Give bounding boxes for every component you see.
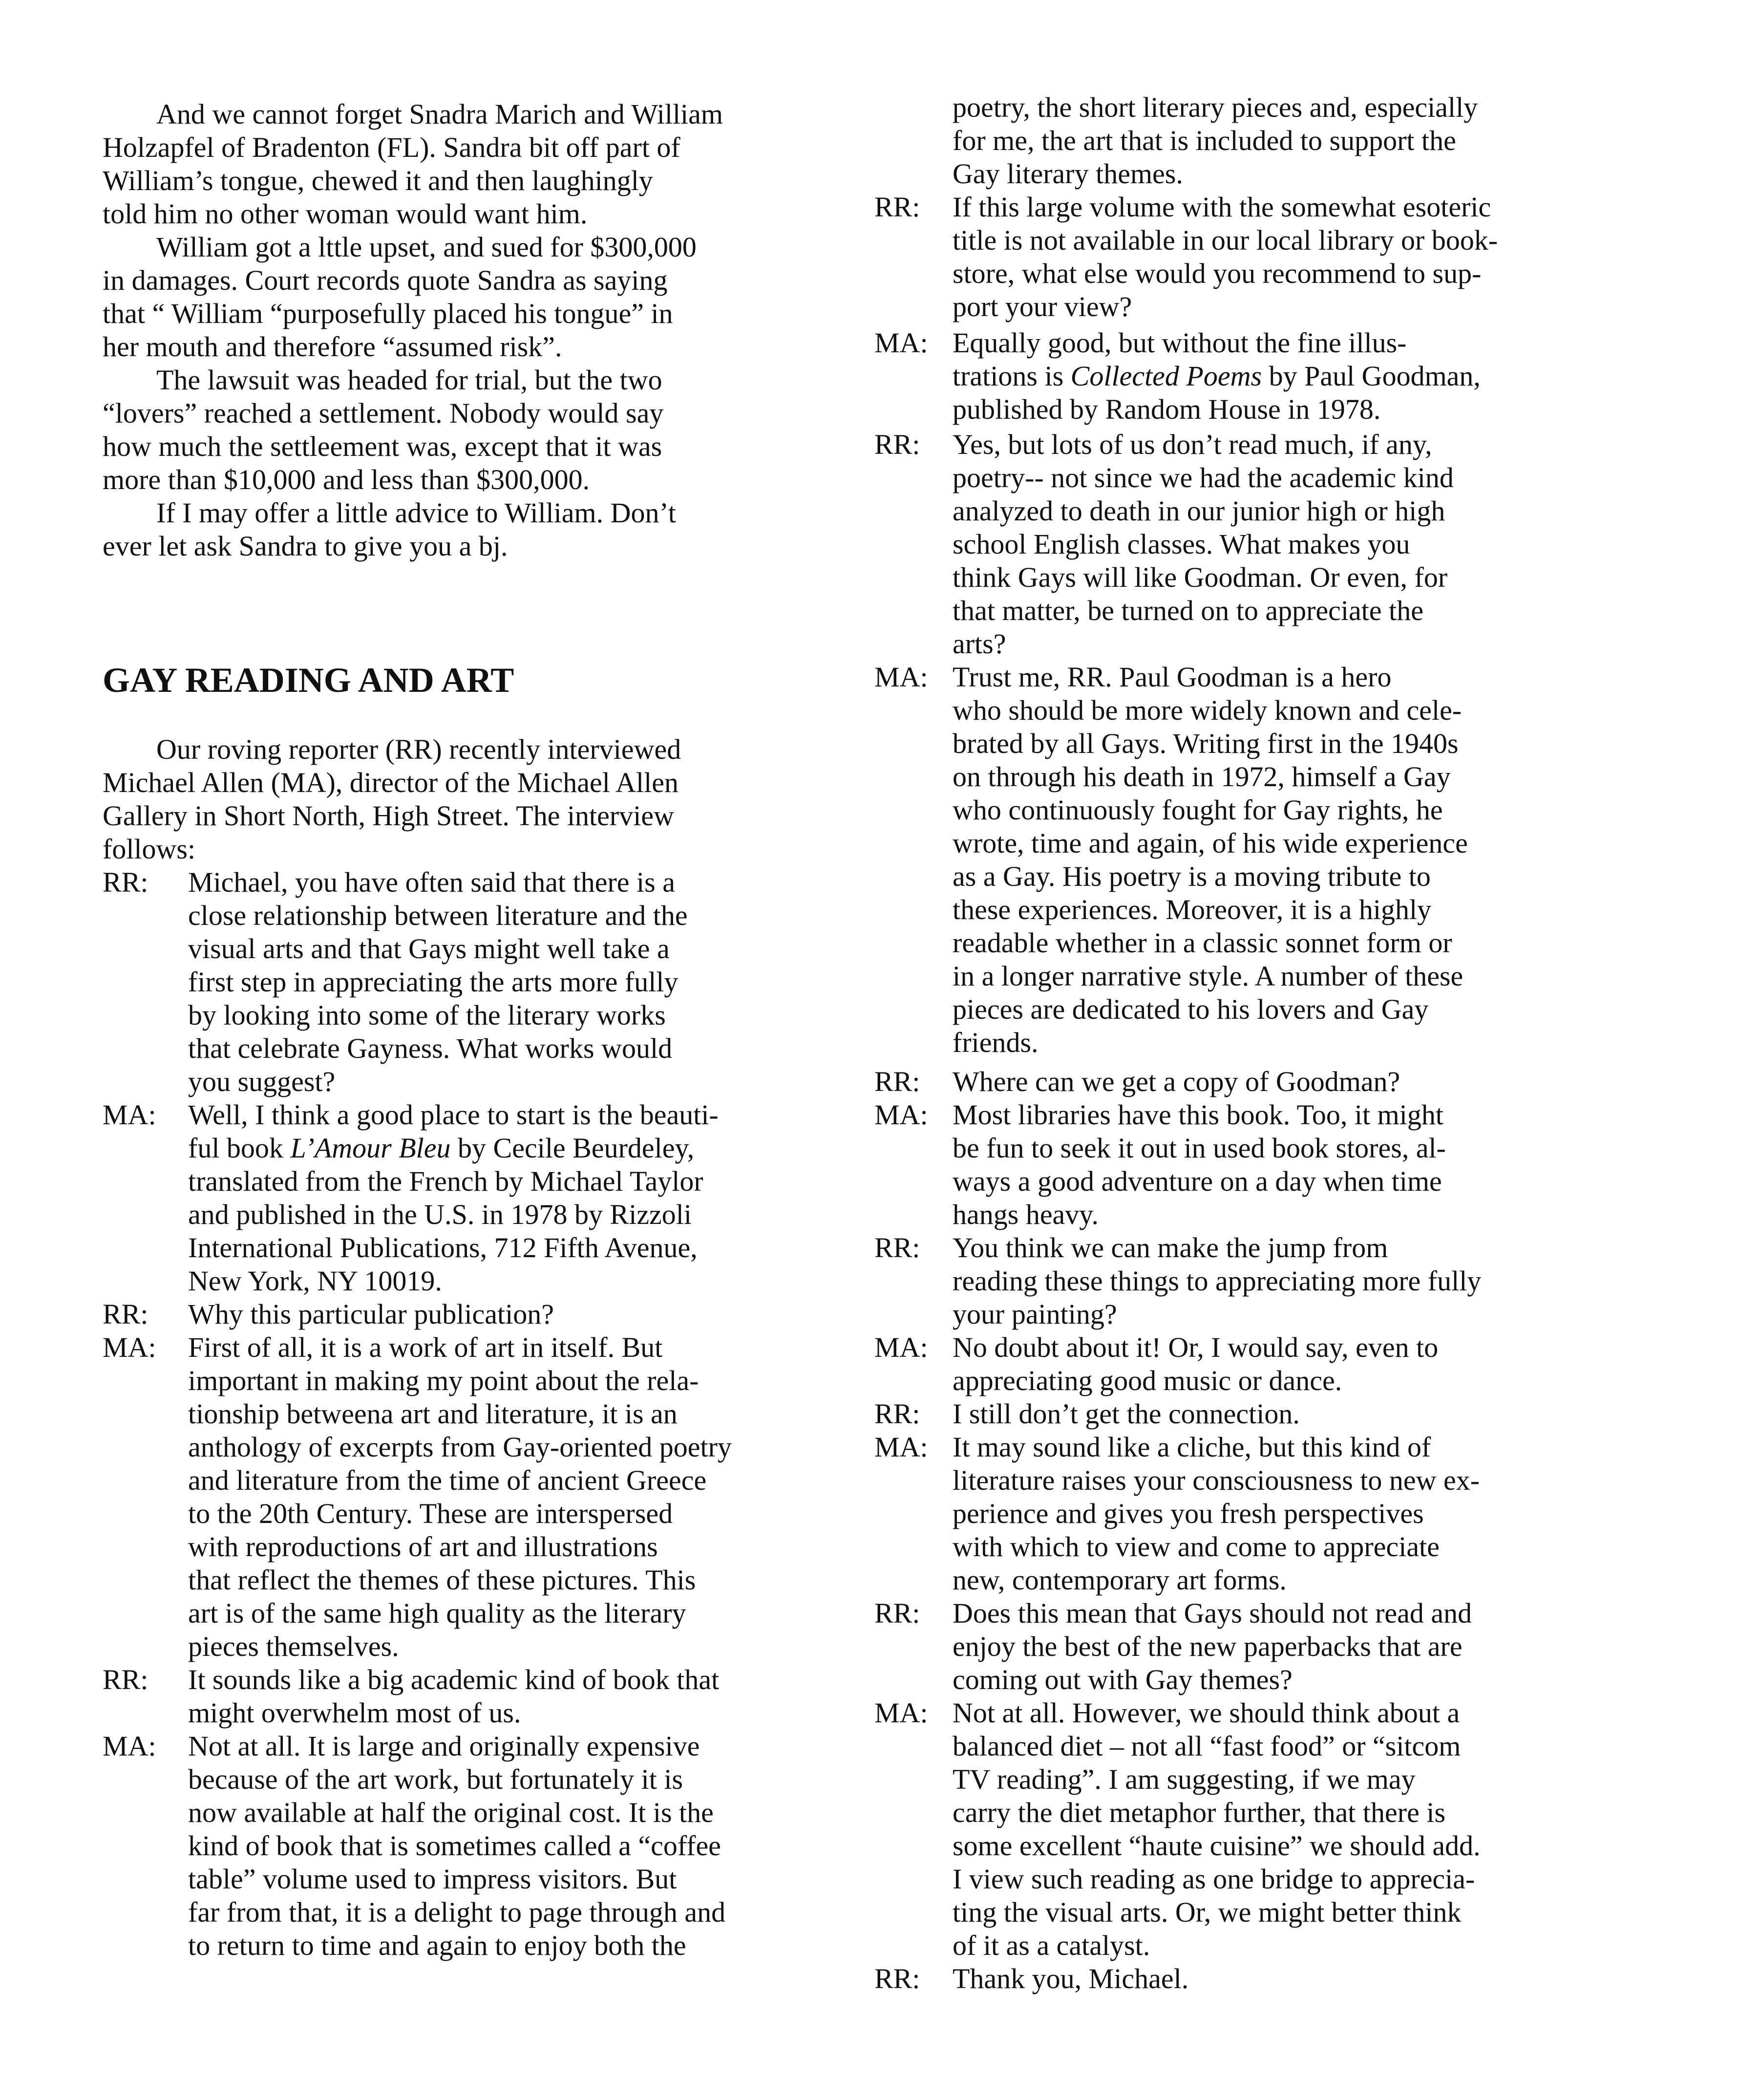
speaker-label: MA: (874, 661, 928, 693)
text-line: Well, I think a good place to start is the beauti- (188, 1099, 719, 1131)
text-line: kind of book that is sometimes called a “coffee (188, 1830, 721, 1862)
text-line: more than $10,000 and less than $300,000. (103, 464, 590, 495)
interview-turn (874, 191, 1666, 323)
text-line: that matter, be turned on to appreciate the (953, 595, 1423, 626)
text-line: Michael Allen (MA), director of the Michael Allen (103, 767, 678, 798)
speaker-label: RR: (103, 866, 148, 898)
interview-turn (874, 428, 1666, 661)
speaker-label: MA: (103, 1099, 156, 1131)
turn-text (953, 1098, 1666, 1231)
text-line: on through his death in 1972, himself a Gay (953, 761, 1451, 793)
text-line: who continuously fought for Gay rights, he (953, 794, 1443, 826)
text-line: You think we can make the jump from (953, 1232, 1388, 1264)
text-line: might overwhelm most of us. (188, 1697, 521, 1729)
text-line: Not at all. It is large and originally expensive (188, 1730, 700, 1762)
intro-paragraph (103, 364, 855, 496)
interview-turn (874, 1962, 1666, 1995)
text-line: by looking into some of the literary works (188, 999, 666, 1031)
text-line: It sounds like a big academic kind of book that (188, 1664, 720, 1695)
text-line: translated from the French by Michael Taylor (188, 1165, 703, 1197)
text-line: port your view? (953, 291, 1132, 322)
text-line: Most libraries have this book. Too, it might (953, 1099, 1443, 1131)
text-line: ful book L’Amour Bleu by Cecile Beurdeley, (188, 1132, 695, 1164)
turn-text (953, 1962, 1666, 1995)
text-line: And we cannot forget Snadra Marich and William (156, 98, 723, 130)
text-line: analyzed to death in our junior high or high (953, 495, 1445, 527)
text-line: visual arts and that Gays might well take a (188, 933, 670, 964)
text-line: first step in appreciating the arts more fully (188, 966, 678, 998)
text-line: for me, the art that is included to support the (953, 125, 1456, 156)
interview-turn (103, 1298, 855, 1331)
interview-turn (874, 1065, 1666, 1098)
text-line: reading these things to appreciating more fully (953, 1265, 1482, 1297)
turn-text (103, 1098, 855, 1298)
text-line: First of all, it is a work of art in itself. But (188, 1331, 663, 1363)
interview-turn (874, 326, 1666, 426)
text-line: Why this particular publication? (188, 1298, 554, 1330)
interview-turn (103, 866, 855, 1098)
text-line: important in making my point about the rela- (188, 1365, 699, 1396)
text-line: art is of the same high quality as the literary (188, 1597, 686, 1629)
interview-turn (103, 1730, 855, 1962)
text-line: new, contemporary art forms. (953, 1564, 1287, 1596)
interview-turn (874, 1696, 1666, 1962)
text-line: these experiences. Moreover, it is a highly (953, 894, 1432, 925)
speaker-label: RR: (874, 429, 920, 460)
speaker-label: MA: (874, 1431, 928, 1463)
text-line: Yes, but lots of us don’t read much, if any, (953, 429, 1432, 460)
intro-paragraph (103, 496, 855, 563)
text-line: I view such reading as one bridge to apprecia- (953, 1863, 1475, 1895)
interview-turn (874, 1597, 1666, 1696)
text-line: arts? (953, 628, 1006, 660)
text-line: appreciating good music or dance. (953, 1365, 1342, 1396)
interview-intro (103, 733, 855, 866)
text-line: far from that, it is a delight to page through and (188, 1896, 726, 1928)
text-line: told him no other woman would want him. (103, 198, 588, 230)
interview-turn (874, 1397, 1666, 1431)
text-line: now available at half the original cost. It is the (188, 1797, 714, 1828)
section-heading: GAY READING AND ART (103, 661, 514, 700)
text-line: William got a lttle upset, and sued for $300,000 (156, 231, 697, 263)
interview-turn (874, 1231, 1666, 1331)
speaker-label: RR: (103, 1298, 148, 1330)
text-line: who should be more widely known and cele- (953, 694, 1462, 726)
text-line: enjoy the best of the new paperbacks that are (953, 1630, 1462, 1662)
intro-paragraph (103, 231, 855, 364)
text-line: poetry-- not since we had the academic kind (953, 462, 1454, 493)
text-line: The lawsuit was headed for trial, but the two (156, 364, 662, 396)
text-line: New York, NY 10019. (188, 1265, 442, 1297)
text-line: Trust me, RR. Paul Goodman is a hero (953, 661, 1392, 693)
book-title: Collected Poems (1070, 360, 1262, 392)
text-line: friends. (953, 1027, 1039, 1058)
text-line: Gallery in Short North, High Street. The interview (103, 800, 674, 832)
speaker-label: RR: (874, 191, 920, 223)
turn-text (953, 1065, 1666, 1098)
text-line: If this large volume with the somewhat esoteric (953, 191, 1491, 223)
speaker-label: RR: (874, 1963, 920, 1994)
text-line: TV reading”. I am suggesting, if we may (953, 1763, 1416, 1795)
text-line: how much the settleement was, except that it was (103, 430, 662, 462)
text-line: “lovers” reached a settlement. Nobody would say (103, 397, 664, 429)
speaker-label: MA: (874, 1331, 928, 1363)
continued-text (953, 91, 1666, 191)
speaker-label: RR: (874, 1398, 920, 1430)
turn-text (188, 1298, 855, 1331)
text-line: and published in the U.S. in 1978 by Rizzoli (188, 1199, 692, 1230)
text-line: your painting? (953, 1298, 1117, 1330)
text-line: because of the art work, but fortunately it is (188, 1763, 683, 1795)
interview-turn (874, 1431, 1666, 1597)
text-line: International Publications, 712 Fifth Avenue, (188, 1232, 698, 1264)
text-line: pieces are dedicated to his lovers and Gay (953, 993, 1429, 1025)
text-line: readable whether in a classic sonnet form or (953, 927, 1452, 959)
interview-turn (103, 1331, 855, 1663)
text-line: trations is Collected Poems by Paul Goodman, (953, 360, 1481, 392)
text-line: with which to view and come to appreciate (953, 1531, 1440, 1563)
text-line: school English classes. What makes you (953, 528, 1410, 560)
text-line: Where can we get a copy of Goodman? (953, 1066, 1400, 1097)
turn-text (188, 1730, 855, 1962)
text-line: to return to time and again to enjoy both the (188, 1929, 686, 1961)
turn-text (953, 661, 1666, 1059)
text-line: pieces themselves. (188, 1630, 399, 1662)
text-line: brated by all Gays. Writing first in the 1940s (953, 728, 1459, 759)
interview-turn (874, 1098, 1666, 1231)
text-line: wrote, time and again, of his wide experience (953, 827, 1468, 859)
text-line: title is not available in our local library or book- (953, 224, 1498, 256)
text-line: literature raises your consciousness to new ex- (953, 1464, 1480, 1496)
interview-turn (874, 661, 1666, 1059)
text-line: follows: (103, 833, 196, 865)
text-line: of it as a catalyst. (953, 1929, 1150, 1961)
turn-text (953, 1331, 1666, 1397)
text-line: I still don’t get the connection. (953, 1398, 1300, 1430)
text-line: Not at all. However, we should think about a (953, 1697, 1460, 1729)
text-line: in damages. Court records quote Sandra as saying (103, 264, 668, 296)
turn-text (188, 1663, 855, 1730)
text-line: with reproductions of art and illustrations (188, 1531, 658, 1563)
turn-text (953, 191, 1666, 323)
text-line: in a longer narrative style. A number of these (953, 960, 1463, 992)
text-line: as a Gay. His poetry is a moving tribute to (953, 860, 1431, 892)
text-line: Our roving reporter (RR) recently interviewed (156, 733, 681, 765)
text-line: store, what else would you recommend to sup- (953, 257, 1482, 289)
text-line: William’s tongue, chewed it and then laughingly (103, 165, 653, 196)
text-line: anthology of excerpts from Gay-oriented poetry (188, 1431, 732, 1463)
text-line: balanced diet – not all “fast food” or “sitcom (953, 1730, 1461, 1762)
text-line: Thank you, Michael. (953, 1963, 1189, 1994)
turn-text (953, 428, 1666, 661)
text-line: ever let ask Sandra to give you a bj. (103, 530, 508, 562)
speaker-label: MA: (103, 1331, 156, 1363)
interview-turn (874, 1331, 1666, 1397)
text-line: her mouth and therefore “assumed risk”. (103, 331, 562, 363)
speaker-label: RR: (103, 1664, 148, 1695)
book-title: L’Amour Bleu (290, 1132, 451, 1164)
intro-paragraph (103, 98, 855, 231)
text-line: you suggest? (188, 1066, 336, 1097)
text-line: ting the visual arts. Or, we might better think (953, 1896, 1462, 1928)
speaker-label: RR: (874, 1232, 920, 1264)
text-line: Does this mean that Gays should not read and (953, 1597, 1472, 1629)
text-line: tionship betweena art and literature, it is an (188, 1398, 678, 1430)
interview-turn (103, 1663, 855, 1730)
turn-text (188, 866, 855, 1098)
text-line: Holzapfel of Bradenton (FL). Sandra bit off part of (103, 131, 680, 163)
turn-text (953, 1431, 1666, 1597)
text-line: some excellent “haute cuisine” we should add. (953, 1830, 1481, 1862)
text-line: ways a good adventure on a day when time (953, 1165, 1442, 1197)
turn-text (953, 326, 1666, 426)
text-line: If I may offer a little advice to William. Don’t (156, 497, 676, 529)
speaker-label: MA: (874, 1099, 928, 1131)
text-line: coming out with Gay themes? (953, 1664, 1293, 1695)
text-line: Equally good, but without the fine illus- (953, 327, 1407, 359)
turn-text (953, 1231, 1666, 1331)
text-line: table” volume used to impress visitors. But (188, 1863, 677, 1895)
text-line: It may sound like a cliche, but this kind of (953, 1431, 1431, 1463)
text-line: think Gays will like Goodman. Or even, for (953, 561, 1448, 593)
speaker-label: MA: (874, 327, 928, 359)
text-line: that “ William “purposefully placed his tongue” in (103, 298, 673, 329)
speaker-label: MA: (103, 1730, 156, 1762)
interview-turn (103, 1098, 855, 1298)
text-line: published by Random House in 1978. (953, 393, 1381, 425)
text-line: to the 20th Century. These are interspersed (188, 1498, 673, 1529)
turn-text (188, 1331, 855, 1663)
turn-text (953, 1597, 1666, 1696)
speaker-label: RR: (874, 1597, 920, 1629)
text-line: No doubt about it! Or, I would say, even to (953, 1331, 1439, 1363)
speaker-label: MA: (874, 1697, 928, 1729)
text-line: perience and gives you fresh perspectives (953, 1498, 1424, 1529)
turn-text (953, 1397, 1666, 1431)
text-line: Gay literary themes. (953, 158, 1183, 190)
text-line: carry the diet metaphor further, that there is (953, 1797, 1446, 1828)
text-line: be fun to seek it out in used book stores, al- (953, 1132, 1446, 1164)
text-line: hangs heavy. (953, 1199, 1099, 1230)
speaker-label: RR: (874, 1066, 920, 1097)
text-line: and literature from the time of ancient Greece (188, 1464, 707, 1496)
text-line: close relationship between literature and the (188, 900, 688, 931)
turn-text (953, 1696, 1666, 1962)
text-line: that reflect the themes of these pictures. This (188, 1564, 696, 1596)
text-line: that celebrate Gayness. What works would (188, 1032, 673, 1064)
text-line: poetry, the short literary pieces and, especially (953, 91, 1478, 123)
text-line: Michael, you have often said that there is a (188, 866, 675, 898)
